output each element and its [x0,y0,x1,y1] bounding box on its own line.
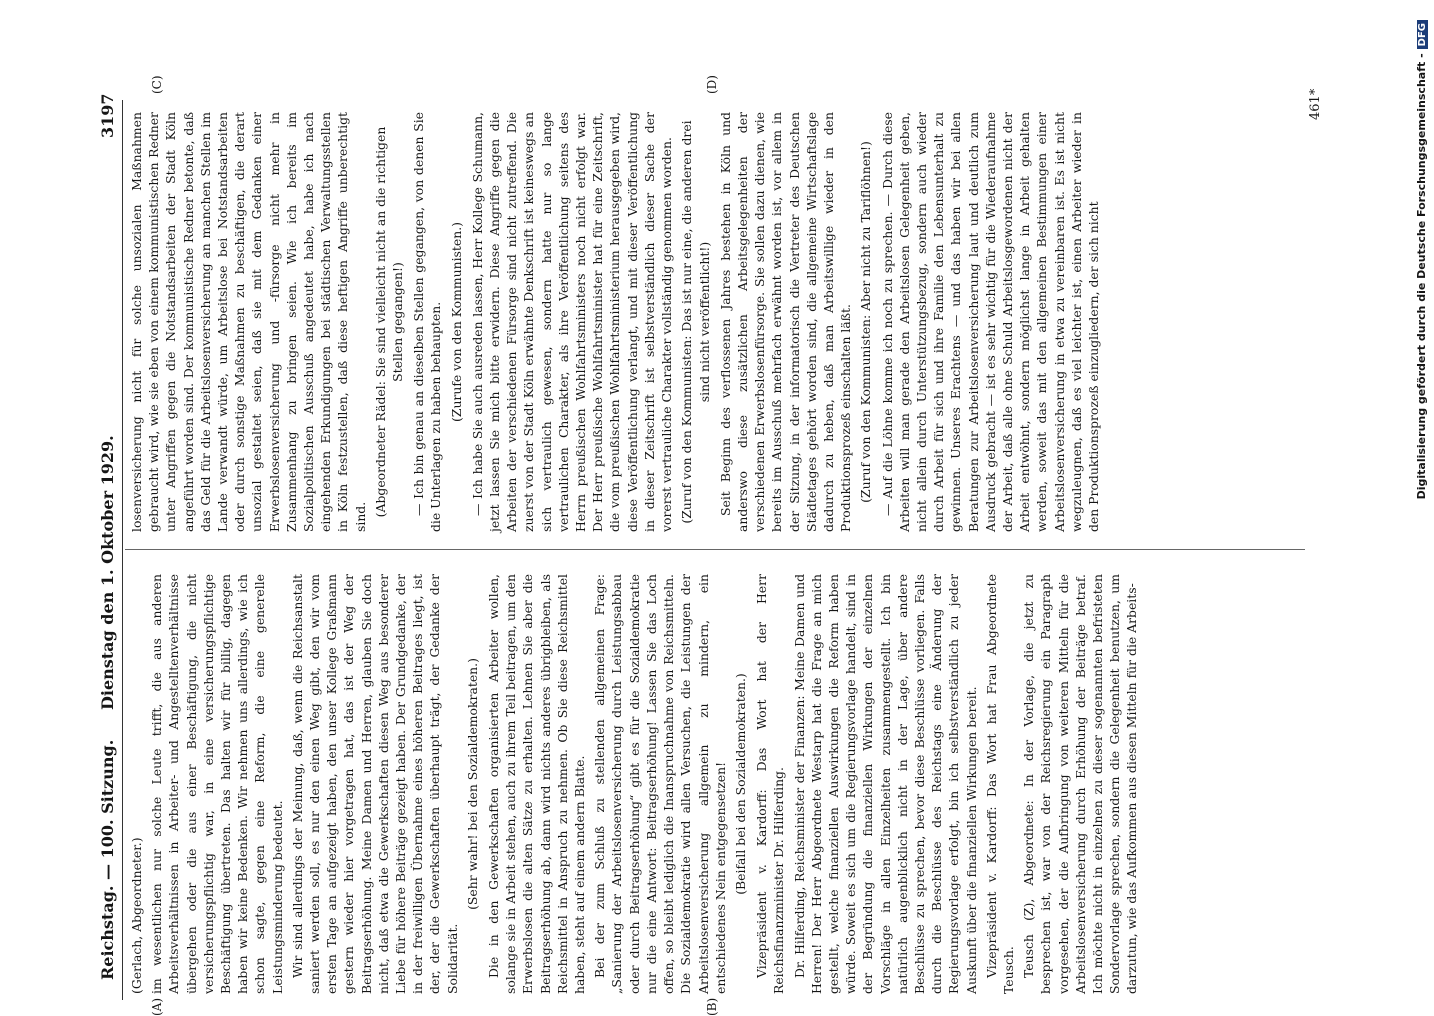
paragraph: Bei der zum Schluß zu stellenden allgemeinen Frage: „Sanierung der Arbeitslosenversicherung durch Leistungsabbau oder durch Beitragserhöhung“ gibt es für die Sozialdemokratie nur die eine Antwort: Beitragserhöhung! Lassen Sie das Loch offen, so bleibt lediglich die Inanspruchnahme von Reichsmitteln. Die Sozialdemokratie wird allen Versuchen, die Leistungen der Arbeitslosenversicherung allgemein zu mindern, ein entschiedenes Nein entgegensetzen! [592,574,728,994]
paragraph: Seit Beginn des verflossenen Jahres bestehen in Köln und anderswo diese zusätzlichen Arbeitsgelegenheiten der verschiedenen Erwerbslosenfürsorge. Sie sollen dazu dienen, wie bereits im Ausschuß mehrfach erwähnt worden ist, vor allem in der Sitzung, in der informatorisch die Vertreter des Deutschen Städtetages gehört worden sind, die allgemeine Wirtschaftslage dadurch zu heben, daß man Arbeitswillige wieder in den Produktionsprozeß einschalten läßt. [717,112,854,532]
margin-mark-d: (D) [705,75,719,94]
margin-mark-c: (C) [150,75,164,94]
paragraph: Dr. Hilferding, Reichsminister der Finanzen: Meine Damen und Herren! Der Herr Abgeordnete Westarp hat die Frage an mich gestellt, welche finanziellen Auswirkungen die Reform haben würde. Soweit es sich um die Regierungsvorlage handelt, sind in der Begründung die finanziellen Wirkungen der einzelnen Vorschläge in allen Einzelheiten zusammengestellt. Ich bin natürlich augenblicklich nicht in der Lage, über andere Beschlüsse zu sprechen, bevor diese Beschlüsse vorliegen. Falls durch die Beschlüsse des Reichstags eine Änderung der Regierungsvorlage erfolgt, bin ich selbstverständlich zu jeder Auskunft über die finanziellen Wirkungen bereit. [791,574,979,994]
interjection: (Beifall bei den Sozialdemokraten.) [732,673,748,895]
stamp-text: Digitalisierung gefördert durch die Deutsche Forschungsgemeinschaft - [1415,53,1428,500]
page-header [98,93,124,1000]
interjection: (Zuruf von den Kommunisten: Das ist nur eine, die anderen drei sind nicht veröffentlicht!) [679,120,712,524]
header-left: Reichstag. — 100. Sitzung. [98,739,117,980]
paragraph: im wesentlichen nur solche Leute trifft, die aus anderen Arbeitsverhältnissen in Arbeiter- und Angestelltenverhältnisse übergehen oder die aus einer Beschäftigung, die nicht versicherungspflichtig war, in eine versicherungspflichtige Beschäftigung übertreten. Das halten wir für billig, dagegen haben wir keine Bedenken. Wir nehmen uns allerdings, wie ich schon sagte, gegen eine Reform, die eine generelle Leistungsminderung bedeutet. [149,574,285,994]
margin-mark-a: (A) [150,997,164,1016]
margin-mark-b: (B) [705,997,719,1016]
digitization-stamp [1415,20,1433,850]
column-divider [125,549,1305,550]
paragraph: Wir sind allerdings der Meinung, daß, wenn die Reichsanstalt saniert werden soll, es nur den einen Weg gibt, den wir vom ersten Tage an aufgezeigt haben, den unser Kollege Graßmann gestern wieder hier vorgetragen hat, das ist der Weg der Beitragserhöhung. Meine Damen und Herren, glauben Sie doch nicht, daß etwa die Gewerkschaften diesen Weg aus besonderer Liebe für höhere Beiträge gezeigt haben. Der Grundgedanke, der in der freiwilligen Übernahme eines höheren Beitrages liegt, ist der, der die Gewerkschaften überhaupt trägt, der Gedanke der Solidarität. [289,574,460,994]
paragraph: — Auf die Löhne komme ich noch zu sprechen. — Durch diese Arbeiten will man gerade den Arbeitslosen Gelegenheit geben, nicht allein durch Unterstützungsbezug, sondern auch wieder durch Arbeit für sich und ihre Familie den Lebensunterhalt zu gewinnen. Unseres Erachtens — und das haben wir bei allen Beratungen zur Arbeitslosenversicherung laut und deutlich zum Ausdruck gebracht — ist es sehr wichtig für die Wiederaufnahme der Arbeit, daß alle ohne Schuld Arbeitslosgewordenen nicht der Arbeit entwöhnt, sondern möglichst lange in Arbeit gehalten werden, soweit das mit den allgemeinen Bestimmungen einer Arbeitslosenversicherung in etwa zu vereinbaren ist. Es ist nicht wegzuleugnen, daß es viel leichter ist, einen Arbeiter wieder in den Produktionsprozeß einzugliedern, der sich nicht [879,112,1101,532]
header-rule [122,100,123,1000]
signature-mark: 461* [1308,88,1323,120]
interjection: (Sehr wahr! bei den Sozialdemokraten.) [464,658,480,910]
paragraph: — Ich bin genau an dieselben Stellen gegangen, von denen Sie die Unterlagen zu haben behaupten. [411,112,444,532]
dfg-logo: DFG [1417,20,1428,49]
paragraph: Vizepräsident v. Kardorff: Das Wort hat der Herr Reichsfinanzminister Dr. Hilferding. [754,574,787,994]
header-page-number: 3197 [98,93,117,138]
paragraph: Die in den Gewerkschaften organisierten Arbeiter wollen, solange sie in Arbeit stehen, auch zu ihrem Teil beitragen, um den Erwerbslosen die alten Sätze zu erhalten. Lehnen Sie aber die Beitragserhöhung ab, dann wird nichts anderes übrigbleiben, als Reichsmittel in Anspruch zu nehmen. Ob Sie diese Reichsmittel haben, steht auf einem andern Blatte. [486,574,588,994]
interjection: (Zurufe von den Kommunisten.) [448,222,464,422]
header-center: Dienstag den 1. Oktober 1929. [98,435,117,710]
paragraph: — Ich habe Sie auch ausreden lassen, Herr Kollege Schumann, jetzt lassen Sie mich bitte erwidern. Diese Angriffe gegen die Arbeiten der verschiedenen Fürsorge sind nicht zutreffend. Die zuerst von der Stadt Köln erwähnte Denkschrift ist keineswegs an sich vertraulich gewesen, sondern hatte nur so lange vertraulichen Charakter, als ihre Veröffentlichung seitens des Herrn preußischen Wohlfahrtsministers noch nicht erfolgt war. Der Herr preußische Wohlfahrtsminister hat für eine Zeitschrift, die vom preußischen Wohlfahrtsministerium herausgegeben wird, diese Veröffentlichung verlangt, und mit dieser Veröffentlichung in dieser Zeitschrift ist selbstverständlich dieser Sache der vorerst vertrauliche Charakter vollständig genommen worden. [469,112,675,532]
interjection: (Abgeordneter Rädel: Sie sind vielleicht nicht an die richtigen Stellen gegangen!) [372,126,406,518]
right-column [128,112,1105,532]
speaker-continuation: (Gerlach, Abgeordneter.) [129,837,144,994]
paragraph: Vizepräsident v. Kardorff: Das Wort hat Frau Abgeordnete Teusch. [983,574,1016,994]
left-column [128,574,1144,994]
paragraph: losenversicherung nicht für solche unsozialen Maßnahmen gebraucht wird, wie sie eben von einem kommunistischen Redner unter Angriffen gegen die Notstandsarbeiten der Stadt Köln angeführt worden sind. Der kommunistische Redner betonte, daß das Geld für die Arbeitslosenversicherung an manchen Stellen im Lande verwandt würde, um Arbeitslose bei Notstandsarbeiten oder durch sonstige Maßnahmen zu beschäftigen, die derart unsozial gestaltet seien, daß sie mit dem Gedanken einer Erwerbslosenversicherung und -fürsorge nicht mehr in Zusammenhang zu bringen seien. Wie ich bereits im Sozialpolitischen Ausschuß angedeutet habe, habe ich nach eingehenden Erkundigungen bei städtischen Verwaltungsstellen in Köln festzustellen, daß diese heftigen Angriffe unberechtigt sind. [129,112,368,532]
paragraph: Teusch (Z), Abgeordnete: In der Vorlage, die jetzt zu besprechen ist, war von der Reichsregierung ein Paragraph vorgesehen, der die Aufbringung von weiteren Mitteln für die Arbeitslosenversicherung durch Erhöhung der Beiträge betraf. Ich möchte nicht in einzelnen zu dieser sogenannten befristeten Sondervorlage sprechen, sondern die Gelegenheit benutzen, um darzutun, wie das Aufkommen aus diesen Mitteln für die Arbeits- [1021,574,1140,994]
interjection: (Zuruf von den Kommunisten: Aber nicht zu Tariflöhnen!) [858,141,874,503]
